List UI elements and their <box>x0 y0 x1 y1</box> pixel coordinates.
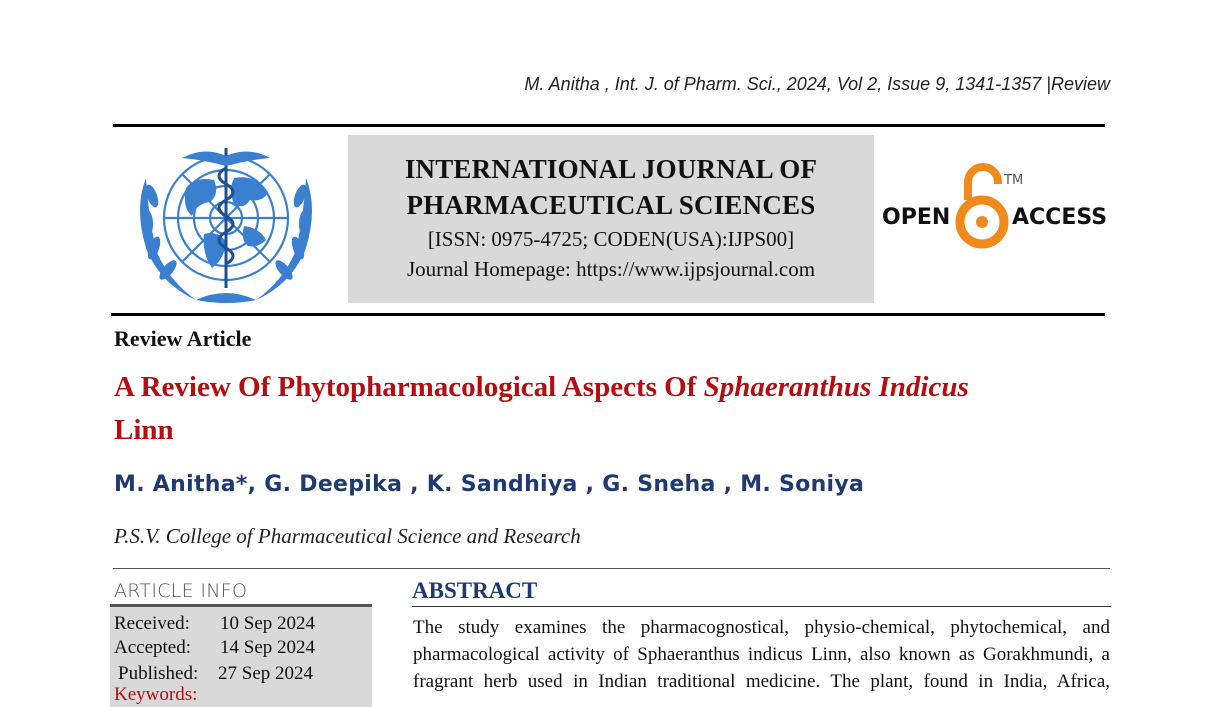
received-date: 10 Sep 2024 <box>220 613 315 634</box>
who-emblem-logo <box>126 138 326 308</box>
published-label: Published: <box>118 663 199 684</box>
published-date: 27 Sep 2024 <box>218 663 313 684</box>
open-access-logo <box>880 160 1110 260</box>
abstract-line-3: fragrant herb used in Indian traditional medicine. The plant, found in India, Africa, <box>413 671 1110 692</box>
title-part1: A Review Of Phytopharmacological Aspects Of <box>114 371 704 403</box>
journal-masthead <box>348 135 874 303</box>
article-info-heading: ARTICLE INFO <box>114 580 248 602</box>
open-access-open-text: OPEN <box>882 205 951 230</box>
affiliation: P.S.V. College of Pharmaceutical Science and Research <box>114 524 581 548</box>
journal-issn: [ISSN: 0975-4725; CODEN(USA):IJPS00] <box>427 227 795 251</box>
header-rule-bottom <box>111 313 1105 316</box>
received-row <box>114 613 315 635</box>
open-lock-icon <box>960 167 1004 244</box>
open-access-tm-text: TM <box>1004 173 1024 188</box>
received-label: Received: <box>114 613 190 634</box>
journal-name-line2: PHARMACEUTICAL SCIENCES <box>406 190 816 220</box>
journal-name-line1: INTERNATIONAL JOURNAL OF <box>404 154 818 184</box>
open-access-access-text: ACCESS <box>1012 205 1108 230</box>
article-title <box>114 366 1094 452</box>
abstract-text <box>413 614 1110 695</box>
section-divider <box>113 568 1110 569</box>
accepted-label: Accepted: <box>114 637 192 658</box>
article-type: Review Article <box>114 326 252 351</box>
published-row <box>118 663 313 685</box>
abstract-line-2: pharmacological activity of Sphaeranthus indicus Linn, also known as Gorakhmundi, a <box>413 644 1110 665</box>
abstract-line-1: The study examines the pharmacognostical, physio-chemical, phytochemical, and <box>413 617 1110 638</box>
header-rule-top <box>113 124 1105 127</box>
title-species: Sphaeranthus Indicus <box>703 371 969 403</box>
title-part2: Linn <box>114 414 174 446</box>
abstract-rule <box>412 606 1111 607</box>
citation-header: M. Anitha , Int. J. of Pharm. Sci., 2024, Vol 2, Issue 9, 1341-1357 |Review <box>524 74 1110 94</box>
author-list: M. Anitha*, G. Deepika , K. Sandhiya , G. Sneha , M. Soniya <box>114 472 865 497</box>
journal-homepage: Journal Homepage: https://www.ijpsjournal.com <box>406 257 816 281</box>
abstract-heading: ABSTRACT <box>412 578 538 603</box>
accepted-date: 14 Sep 2024 <box>220 637 315 658</box>
accepted-row <box>114 637 315 659</box>
keywords-label: Keywords: <box>114 684 198 705</box>
